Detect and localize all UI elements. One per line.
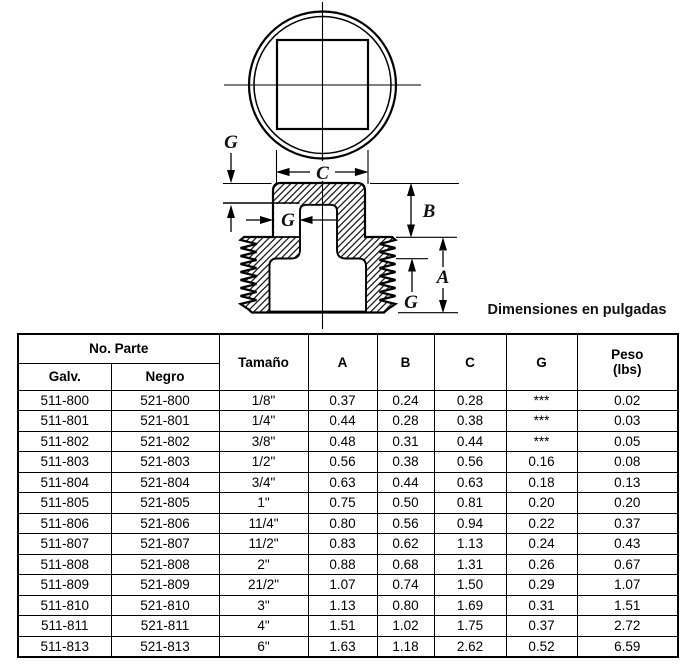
table-cell: 3" bbox=[219, 595, 308, 616]
table-cell: 521-801 bbox=[111, 411, 219, 432]
table-cell: 0.20 bbox=[577, 493, 678, 514]
header-a: A bbox=[308, 334, 377, 390]
table-row bbox=[18, 452, 678, 473]
table-cell: 0.94 bbox=[434, 513, 506, 534]
technical-drawing bbox=[0, 0, 689, 332]
table-cell: 0.05 bbox=[577, 431, 678, 452]
table-cell: 0.56 bbox=[434, 452, 506, 473]
table-cell: 511-800 bbox=[18, 390, 111, 411]
table-cell: 0.24 bbox=[377, 390, 434, 411]
table-cell: 0.38 bbox=[377, 452, 434, 473]
table-cell: 21/2" bbox=[219, 575, 308, 596]
table-cell: 2.62 bbox=[434, 636, 506, 657]
dim-g-thread bbox=[396, 259, 428, 292]
table-cell: 0.67 bbox=[577, 554, 678, 575]
table-cell: 1/4" bbox=[219, 411, 308, 432]
table-cell: 0.28 bbox=[377, 411, 434, 432]
dim-label-g-thread: G bbox=[404, 292, 418, 313]
table-cell: 0.44 bbox=[434, 431, 506, 452]
table-row bbox=[18, 411, 678, 432]
table-cell: 1/2" bbox=[219, 452, 308, 473]
table-row bbox=[18, 554, 678, 575]
table-cell: *** bbox=[506, 431, 577, 452]
header-peso-line1: Peso bbox=[611, 347, 644, 363]
table-cell: *** bbox=[506, 411, 577, 432]
table-cell: 0.28 bbox=[434, 390, 506, 411]
table-cell: 511-806 bbox=[18, 513, 111, 534]
header-peso-line2: (lbs) bbox=[613, 362, 642, 378]
table-cell: 1.07 bbox=[308, 575, 377, 596]
table-row bbox=[18, 575, 678, 596]
table-row bbox=[18, 636, 678, 657]
table-cell: 1.02 bbox=[377, 616, 434, 637]
dim-label-c: C bbox=[316, 163, 329, 184]
table-cell: 1.07 bbox=[577, 575, 678, 596]
table-cell: 0.74 bbox=[377, 575, 434, 596]
table-row bbox=[18, 493, 678, 514]
table-cell: 1/8" bbox=[219, 390, 308, 411]
table-cell: 0.16 bbox=[506, 452, 577, 473]
table-cell: 0.80 bbox=[308, 513, 377, 534]
table-cell: 0.56 bbox=[377, 513, 434, 534]
table-cell: 511-810 bbox=[18, 595, 111, 616]
table-cell: 0.31 bbox=[377, 431, 434, 452]
table-header bbox=[18, 334, 678, 390]
table-cell: 521-811 bbox=[111, 616, 219, 637]
table-cell: 1" bbox=[219, 493, 308, 514]
header-c: C bbox=[434, 334, 506, 390]
header-b: B bbox=[377, 334, 434, 390]
table-cell: 521-803 bbox=[111, 452, 219, 473]
header-negro: Negro bbox=[111, 363, 219, 390]
table-cell: 521-808 bbox=[111, 554, 219, 575]
table-row bbox=[18, 431, 678, 452]
header-g: G bbox=[506, 334, 577, 390]
dimensions-table bbox=[17, 333, 679, 658]
table-cell: 1.51 bbox=[308, 616, 377, 637]
table-cell: 0.83 bbox=[308, 534, 377, 555]
table-cell: 0.22 bbox=[506, 513, 577, 534]
table-cell: 0.88 bbox=[308, 554, 377, 575]
table-cell: 0.37 bbox=[506, 616, 577, 637]
table-cell: 0.81 bbox=[434, 493, 506, 514]
table-cell: *** bbox=[506, 390, 577, 411]
table-cell: 2" bbox=[219, 554, 308, 575]
table-cell: 0.44 bbox=[377, 472, 434, 493]
table-cell: 0.48 bbox=[308, 431, 377, 452]
table-cell: 0.68 bbox=[377, 554, 434, 575]
table-cell: 521-813 bbox=[111, 636, 219, 657]
table-cell: 0.50 bbox=[377, 493, 434, 514]
table-cell: 511-801 bbox=[18, 411, 111, 432]
table-cell: 511-809 bbox=[18, 575, 111, 596]
units-caption: Dimensiones en pulgadas bbox=[487, 302, 667, 318]
table-cell: 0.75 bbox=[308, 493, 377, 514]
table-cell: 1.13 bbox=[434, 534, 506, 555]
table-cell: 521-805 bbox=[111, 493, 219, 514]
table-cell: 1.51 bbox=[577, 595, 678, 616]
table-cell: 511-813 bbox=[18, 636, 111, 657]
table-cell: 0.63 bbox=[434, 472, 506, 493]
table-cell: 511-807 bbox=[18, 534, 111, 555]
header-no-parte: No. Parte bbox=[18, 334, 219, 363]
table-cell: 521-804 bbox=[111, 472, 219, 493]
table-cell: 511-811 bbox=[18, 616, 111, 637]
table-cell: 1.50 bbox=[434, 575, 506, 596]
table-cell: 1.69 bbox=[434, 595, 506, 616]
table-cell: 3/8" bbox=[219, 431, 308, 452]
table-cell: 0.44 bbox=[308, 411, 377, 432]
table-cell: 0.20 bbox=[506, 493, 577, 514]
table-cell: 3/4" bbox=[219, 472, 308, 493]
table-row bbox=[18, 595, 678, 616]
table-cell: 511-803 bbox=[18, 452, 111, 473]
table-cell: 0.18 bbox=[506, 472, 577, 493]
table-cell: 1.18 bbox=[377, 636, 434, 657]
table-cell: 0.26 bbox=[506, 554, 577, 575]
header-peso bbox=[577, 334, 678, 390]
table-cell: 511-805 bbox=[18, 493, 111, 514]
table-cell: 11/2" bbox=[219, 534, 308, 555]
table-cell: 0.24 bbox=[506, 534, 577, 555]
table-cell: 1.31 bbox=[434, 554, 506, 575]
table-cell: 511-804 bbox=[18, 472, 111, 493]
table-cell: 0.08 bbox=[577, 452, 678, 473]
table-cell: 6" bbox=[219, 636, 308, 657]
table-cell: 0.02 bbox=[577, 390, 678, 411]
table-row bbox=[18, 390, 678, 411]
dim-label-b: B bbox=[422, 201, 436, 222]
table-cell: 1.63 bbox=[308, 636, 377, 657]
table-cell: 0.13 bbox=[577, 472, 678, 493]
table-cell: 0.52 bbox=[506, 636, 577, 657]
table-cell: 511-808 bbox=[18, 554, 111, 575]
table-cell: 2.72 bbox=[577, 616, 678, 637]
table-cell: 4" bbox=[219, 616, 308, 637]
table-cell: 0.37 bbox=[577, 513, 678, 534]
table-cell: 0.31 bbox=[506, 595, 577, 616]
table-cell: 1.75 bbox=[434, 616, 506, 637]
header-tamano: Tamaño bbox=[219, 334, 308, 390]
table-cell: 521-802 bbox=[111, 431, 219, 452]
table-row bbox=[18, 534, 678, 555]
dim-label-g-top: G bbox=[224, 132, 238, 153]
table-cell: 511-802 bbox=[18, 431, 111, 452]
dim-label-a: A bbox=[436, 267, 450, 288]
table-row bbox=[18, 616, 678, 637]
table-cell: 0.37 bbox=[308, 390, 377, 411]
table-cell: 0.56 bbox=[308, 452, 377, 473]
table-cell: 521-806 bbox=[111, 513, 219, 534]
table-cell: 521-807 bbox=[111, 534, 219, 555]
table-row bbox=[18, 472, 678, 493]
table-cell: 1.13 bbox=[308, 595, 377, 616]
table-cell: 0.03 bbox=[577, 411, 678, 432]
header-galv: Galv. bbox=[18, 363, 111, 390]
table-cell: 0.80 bbox=[377, 595, 434, 616]
table-row bbox=[18, 513, 678, 534]
table-cell: 0.63 bbox=[308, 472, 377, 493]
table-cell: 0.29 bbox=[506, 575, 577, 596]
table-cell: 521-810 bbox=[111, 595, 219, 616]
table-body bbox=[18, 390, 678, 657]
table-cell: 521-809 bbox=[111, 575, 219, 596]
dim-label-g-socket: G bbox=[281, 210, 295, 231]
table-cell: 11/4" bbox=[219, 513, 308, 534]
table-cell: 6.59 bbox=[577, 636, 678, 657]
table-cell: 0.43 bbox=[577, 534, 678, 555]
table-cell: 521-800 bbox=[111, 390, 219, 411]
table-cell: 0.62 bbox=[377, 534, 434, 555]
dim-b bbox=[370, 184, 459, 238]
table-cell: 0.38 bbox=[434, 411, 506, 432]
